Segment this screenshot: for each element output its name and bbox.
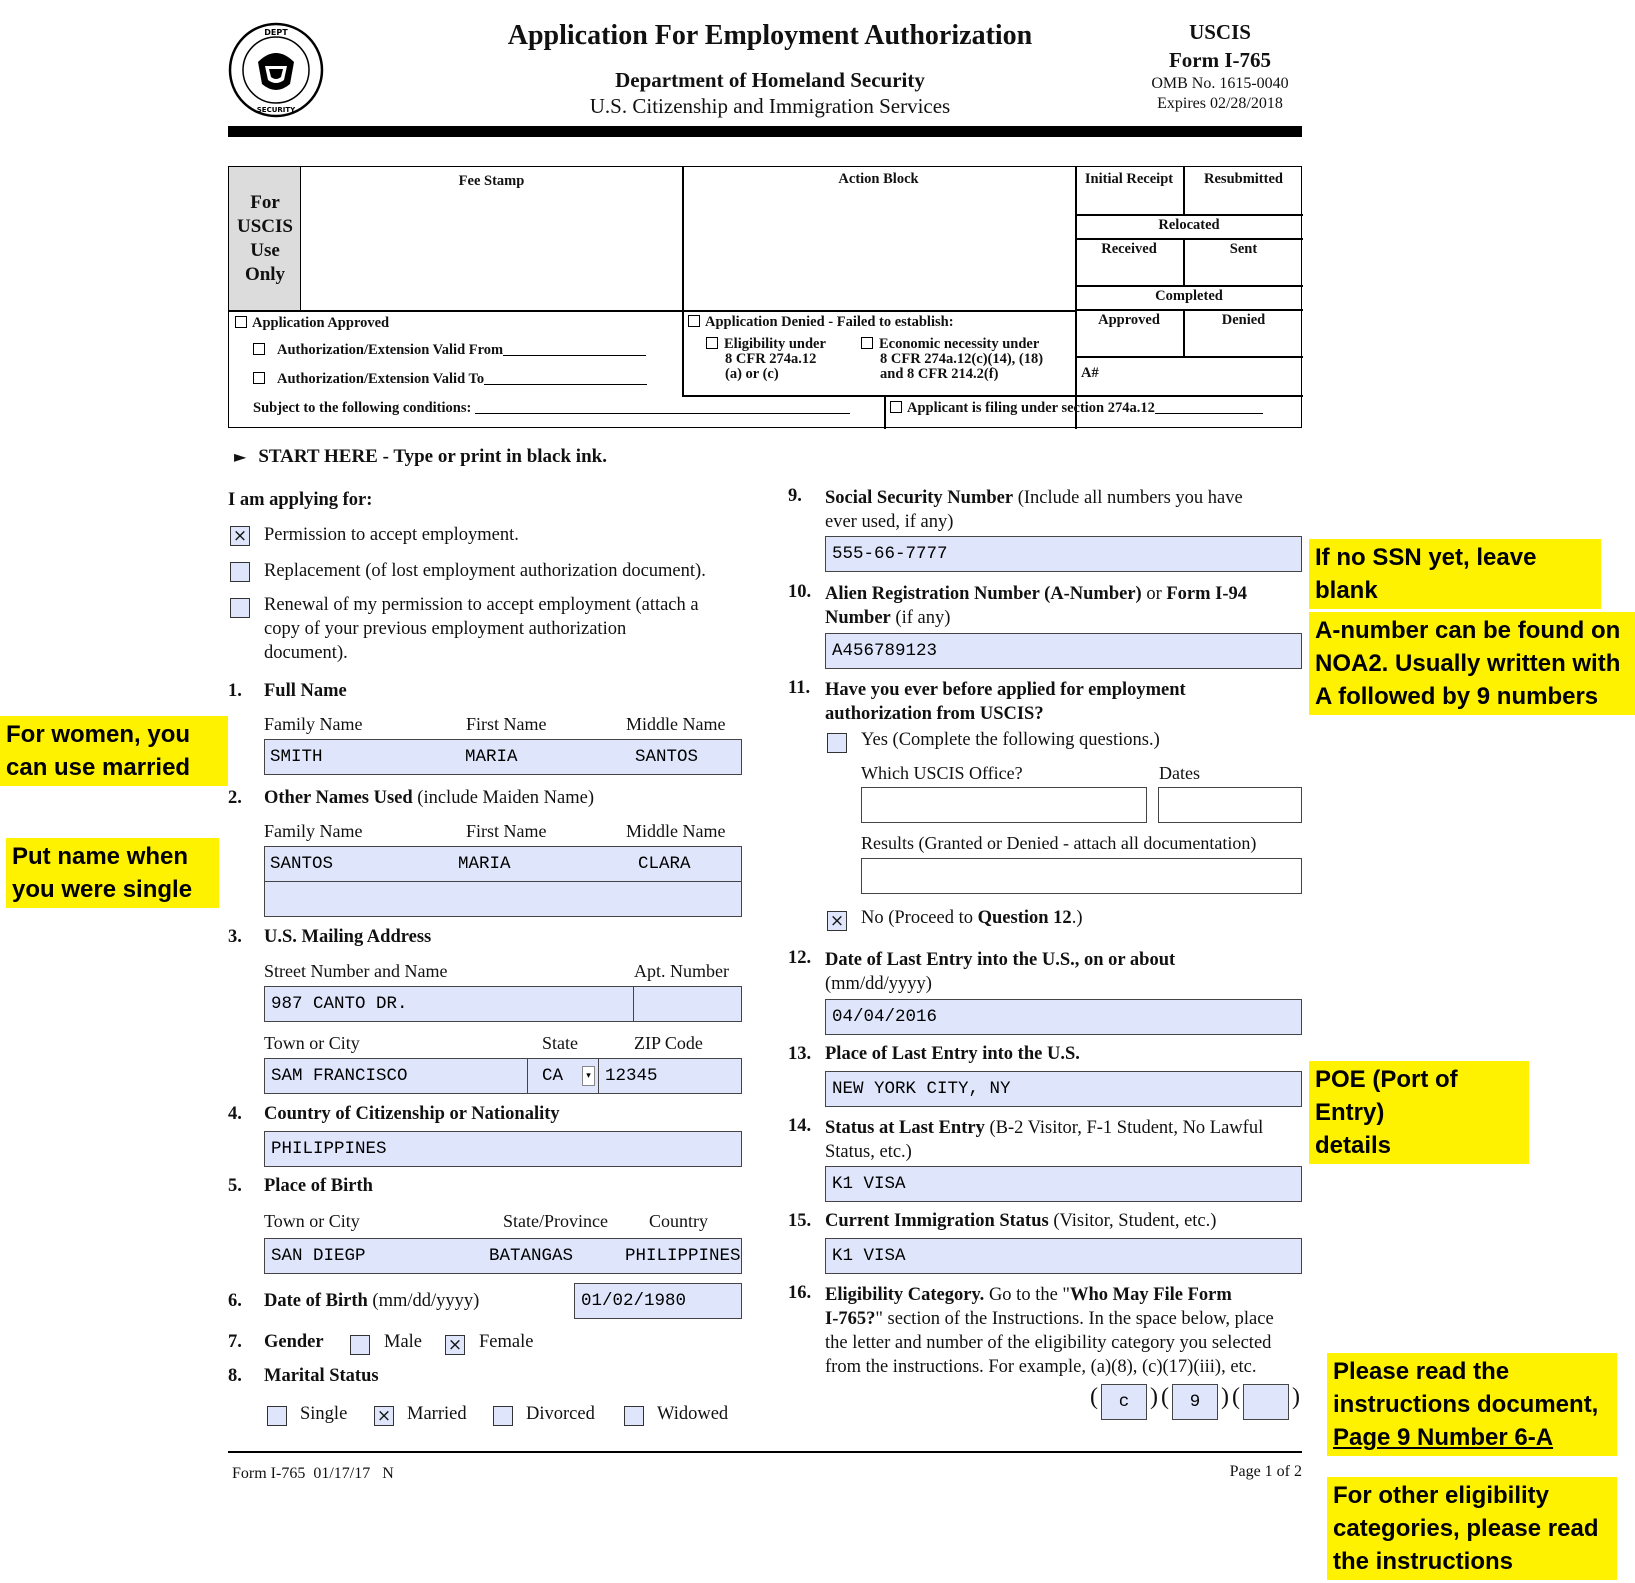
eligibility-letter-field[interactable]: c <box>1101 1384 1147 1420</box>
state-select[interactable]: CA ▾ <box>527 1058 599 1094</box>
conditions-row: Subject to the following conditions: <box>253 400 850 417</box>
single-checkbox[interactable] <box>267 1406 287 1426</box>
uscis-use-only-box <box>228 166 1302 428</box>
q9-number: 9. <box>788 486 802 506</box>
q8-label: Marital Status <box>264 1366 379 1386</box>
relocated-label: Relocated <box>1158 217 1220 233</box>
birth-state-label: State/Province <box>503 1211 608 1231</box>
sent-label: Sent <box>1229 241 1258 257</box>
middle-name-value: SANTOS <box>635 747 699 767</box>
q16-label: Eligibility Category. Go to the "Who May File Form I-765?" section of the Instructions. In the space below, place the letter and number of the eligibility category you selected from the instructions. For example, (a)(8), (c)(17)(iii), etc. <box>825 1285 1274 1377</box>
q3-label: U.S. Mailing Address <box>264 927 432 947</box>
filing-274a12-checkbox[interactable] <box>890 401 902 413</box>
q15-number: 15. <box>788 1211 812 1231</box>
eligibility-category: ( c ) ( 9 ) ( ) <box>1090 1384 1302 1420</box>
svg-text:DEPT: DEPT <box>264 28 288 37</box>
header-rule <box>228 126 1302 137</box>
city-field[interactable]: SAM FRANCISCO <box>264 1058 528 1094</box>
q5-number: 5. <box>228 1176 242 1196</box>
current-status-field[interactable]: K1 VISA <box>825 1238 1302 1274</box>
note-other-categories: For other eligibility categories, please read the instructions <box>1327 1477 1617 1580</box>
male-label: Male <box>384 1332 423 1352</box>
other-middle-value: CLARA <box>638 854 691 874</box>
female-checkbox[interactable]: × <box>445 1335 465 1355</box>
apt-label: Apt. Number <box>634 961 729 981</box>
q14-label: Status at Last Entry (B-2 Visitor, F-1 Student, No Lawful Status, etc.) <box>825 1118 1264 1162</box>
agency-name: U.S. Citizenship and Immigration Services <box>589 94 951 118</box>
department-name: Department of Homeland Security <box>615 68 925 92</box>
q11-no-checkbox[interactable]: × <box>827 911 847 931</box>
birth-city-label: Town or City <box>264 1211 360 1231</box>
results-label: Results (Granted or Denied - attach all documentation) <box>861 833 1257 853</box>
birth-state-value: BATANGAS <box>489 1246 574 1266</box>
q1-label: Full Name <box>264 681 347 701</box>
resubmitted-label: Resubmitted <box>1204 171 1283 187</box>
q16-number: 16. <box>788 1283 812 1303</box>
results-field[interactable] <box>861 858 1302 894</box>
dhs-seal-icon <box>228 22 324 118</box>
economic-necessity: Economic necessity under 8 CFR 274a.12(c)(14), (18) and 8 CFR 214.2(f) <box>861 337 1043 382</box>
birth-place-field[interactable] <box>264 1238 742 1274</box>
q11-no-label: No (Proceed to Question 12.) <box>861 908 1083 928</box>
q13-label: Place of Last Entry into the U.S. <box>825 1044 1080 1064</box>
state-label: State <box>542 1033 578 1053</box>
birth-city-value: SAN DIEGP <box>271 1246 366 1266</box>
form-edition: Form I-765 01/17/17 N <box>232 1465 394 1482</box>
note-a-number: A-number can be found on NOA2. Usually written with A followed by 9 numbers <box>1309 612 1635 715</box>
eligibility-number-field[interactable]: 9 <box>1172 1384 1218 1420</box>
other-first-value: MARIA <box>458 854 511 874</box>
note-read-instructions: Please read the instructions document, Page 9 Number 6-A <box>1327 1353 1617 1456</box>
application-denied: Application Denied - Failed to establish: <box>688 314 954 331</box>
omb-number: OMB No. 1615-0040 <box>1151 75 1289 92</box>
q2-label: Other Names Used (include Maiden Name) <box>264 788 595 808</box>
note-single: Put name when you were single <box>6 838 219 908</box>
application-approved: Application Approved <box>235 315 389 332</box>
start-here: ► START HERE - Type or print in black ink. <box>234 446 607 467</box>
single-label: Single <box>300 1404 348 1424</box>
q1-family-label: Family Name <box>264 714 363 734</box>
q1-middle-label: Middle Name <box>626 714 726 734</box>
uscis-office-field[interactable] <box>861 787 1147 823</box>
dropdown-icon[interactable]: ▾ <box>582 1066 595 1086</box>
q10-label: Alien Registration Number (A-Number) or Form I-94 Number (if any) <box>825 584 1248 628</box>
last-entry-date-field[interactable]: 04/04/2016 <box>825 999 1302 1035</box>
valid-to-checkbox[interactable] <box>253 372 265 384</box>
q6-label: Date of Birth (mm/dd/yyyy) <box>264 1291 480 1311</box>
replacement-checkbox[interactable] <box>230 562 250 582</box>
ssn-field[interactable]: 555-66-7777 <box>825 536 1302 572</box>
note-poe: POE (Port of Entry) details <box>1309 1061 1529 1164</box>
valid-to-row: Authorization/Extension Valid To <box>253 371 647 388</box>
eligibility-checkbox[interactable] <box>706 337 718 349</box>
q10-number: 10. <box>788 582 812 602</box>
q11-yes-checkbox[interactable] <box>827 733 847 753</box>
footer-rule <box>228 1451 1302 1453</box>
note-women: For women, you can use married <box>0 716 228 786</box>
family-name-value: SMITH <box>270 747 323 767</box>
zip-label: ZIP Code <box>634 1033 703 1053</box>
street-label: Street Number and Name <box>264 961 448 981</box>
initial-receipt-label: Initial Receipt <box>1084 171 1174 187</box>
q2-first-label: First Name <box>466 821 547 841</box>
street-field[interactable]: 987 CANTO DR. <box>264 986 634 1022</box>
q11-yes-label: Yes (Complete the following questions.) <box>861 730 1160 750</box>
other-names-field-2[interactable] <box>264 881 742 917</box>
page-number: Page 1 of 2 <box>1229 1463 1302 1480</box>
q15-label: Current Immigration Status (Visitor, Student, etc.) <box>825 1211 1217 1231</box>
male-checkbox[interactable] <box>350 1335 370 1355</box>
form-title: Application For Employment Authorization <box>507 20 1033 51</box>
form-number: Form I-765 <box>1168 48 1272 72</box>
female-label: Female <box>479 1332 534 1352</box>
q4-label: Country of Citizenship or Nationality <box>264 1104 560 1124</box>
use-only-label: For USCIS Use Only <box>237 192 293 285</box>
widowed-label: Widowed <box>657 1404 729 1424</box>
note-ssn: If no SSN yet, leave blank <box>1309 539 1601 609</box>
married-label: Married <box>407 1404 467 1424</box>
q4-number: 4. <box>228 1104 242 1124</box>
q8-number: 8. <box>228 1366 242 1386</box>
denied-checkbox[interactable] <box>688 315 700 327</box>
birth-country-label: Country <box>649 1211 709 1231</box>
divorced-checkbox[interactable] <box>493 1406 513 1426</box>
form-identifier <box>1120 20 1320 113</box>
full-name-field[interactable] <box>264 739 742 775</box>
last-entry-place-field[interactable]: NEW YORK CITY, NY <box>825 1071 1302 1107</box>
q2-middle-label: Middle Name <box>626 821 726 841</box>
zip-field[interactable]: 12345 <box>598 1058 742 1094</box>
filing-274a12: Applicant is filing under section 274a.12 <box>890 400 1263 417</box>
dates-label: Dates <box>1159 763 1200 783</box>
apt-field[interactable] <box>633 986 742 1022</box>
eligibility-under: Eligibility under 8 CFR 274a.12 (a) or (c) <box>706 337 826 382</box>
q6-number: 6. <box>228 1291 242 1311</box>
action-block-label: Action Block <box>838 171 919 187</box>
other-family-value: SANTOS <box>270 854 334 874</box>
approved-label: Approved <box>1098 312 1160 328</box>
divorced-label: Divorced <box>526 1404 595 1424</box>
citizenship-field[interactable]: PHILIPPINES <box>264 1131 742 1167</box>
form-agency: USCIS <box>1189 20 1251 44</box>
economic-checkbox[interactable] <box>861 337 873 349</box>
replacement-label: Replacement (of lost employment authorization document). <box>264 561 706 581</box>
city-label: Town or City <box>264 1033 360 1053</box>
q14-number: 14. <box>788 1116 812 1136</box>
status-at-entry-field[interactable]: K1 VISA <box>825 1166 1302 1202</box>
q1-first-label: First Name <box>466 714 547 734</box>
applying-for-heading: I am applying for: <box>228 490 373 510</box>
a-number-field[interactable]: A456789123 <box>825 633 1302 669</box>
dates-field[interactable] <box>1158 787 1302 823</box>
q11-number: 11. <box>788 678 811 698</box>
play-arrow-icon: ► <box>234 447 247 466</box>
valid-from-row: Authorization/Extension Valid From <box>253 342 646 359</box>
approved-checkbox[interactable] <box>235 316 247 328</box>
q3-number: 3. <box>228 927 242 947</box>
uscis-office-label: Which USCIS Office? <box>861 763 1023 783</box>
other-names-field[interactable] <box>264 846 742 882</box>
q11-label: Have you ever before applied for employment authorization from USCIS? <box>825 680 1186 724</box>
q2-number: 2. <box>228 788 242 808</box>
widowed-checkbox[interactable] <box>624 1406 644 1426</box>
eligibility-sub-field[interactable] <box>1243 1384 1289 1420</box>
first-name-value: MARIA <box>465 747 518 767</box>
renewal-checkbox[interactable] <box>230 598 250 618</box>
q9-label: Social Security Number (Include all numbers you have ever used, if any) <box>825 488 1243 532</box>
renewal-label: Renewal of my permission to accept employment (attach a copy of your previous employment authorization document). <box>264 595 699 663</box>
q2-family-label: Family Name <box>264 821 363 841</box>
married-checkbox[interactable]: × <box>374 1406 394 1426</box>
received-label: Received <box>1101 241 1157 257</box>
q1-number: 1. <box>228 681 242 701</box>
permission-label: Permission to accept employment. <box>264 525 519 545</box>
denied-label: Denied <box>1221 312 1266 328</box>
q12-number: 12. <box>788 948 812 968</box>
q5-label: Place of Birth <box>264 1176 373 1196</box>
birth-country-value: PHILIPPINES <box>625 1246 741 1266</box>
q7-label: Gender <box>264 1332 324 1352</box>
fee-stamp-label: Fee Stamp <box>458 173 525 189</box>
valid-from-checkbox[interactable] <box>253 343 265 355</box>
dob-field[interactable]: 01/02/1980 <box>574 1283 742 1319</box>
permission-checkbox[interactable]: × <box>230 526 250 546</box>
q7-number: 7. <box>228 1332 242 1352</box>
q13-number: 13. <box>788 1044 812 1064</box>
completed-label: Completed <box>1155 288 1223 304</box>
svg-text:SECURITY: SECURITY <box>256 106 296 114</box>
a-number-label: A# <box>1081 365 1099 381</box>
q12-label: Date of Last Entry into the U.S., on or about (mm/dd/yyyy) <box>825 950 1176 994</box>
expiration-date: Expires 02/28/2018 <box>1157 95 1283 112</box>
